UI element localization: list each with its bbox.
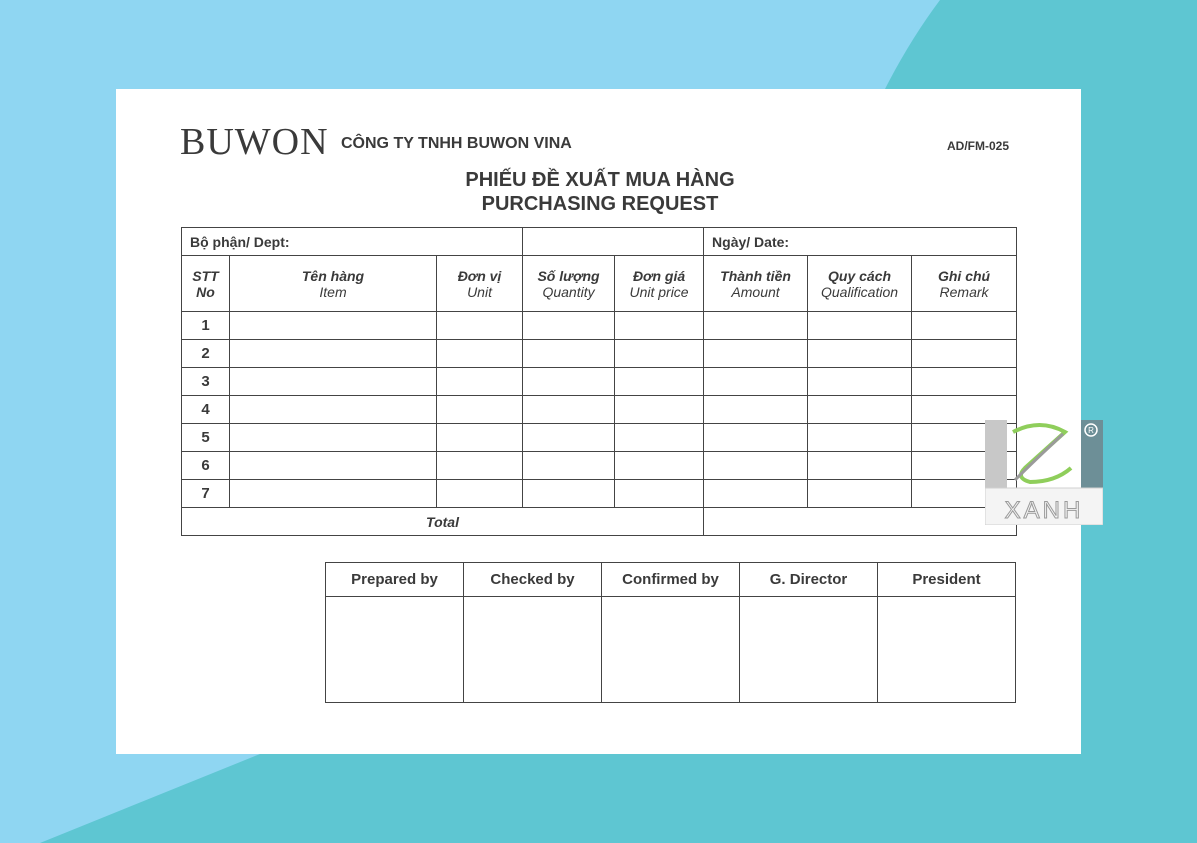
column-header-en: Unit price <box>629 283 689 300</box>
column-header <box>523 256 615 312</box>
column-header <box>704 256 808 312</box>
table-cell[interactable] <box>615 340 704 368</box>
table-cell[interactable] <box>437 424 523 452</box>
table-row <box>182 340 1017 368</box>
table-cell[interactable] <box>437 452 523 480</box>
signature-box[interactable] <box>740 597 878 703</box>
row-number: 6 <box>182 452 230 480</box>
table-cell[interactable] <box>615 396 704 424</box>
signature-table <box>325 562 1016 703</box>
table-cell[interactable] <box>523 424 615 452</box>
column-header-en: Qualification <box>821 283 899 300</box>
row-number: 7 <box>182 480 230 508</box>
watermark-registered-mark: R <box>1088 426 1094 435</box>
watermark-text: XANH <box>1004 497 1084 524</box>
table-cell[interactable] <box>912 368 1017 396</box>
column-header <box>615 256 704 312</box>
table-cell[interactable] <box>230 424 437 452</box>
table-cell[interactable] <box>615 312 704 340</box>
column-header-en: No <box>196 283 215 300</box>
table-row <box>182 396 1017 424</box>
form-title-vi: PHIẾU ĐỀ XUẤT MUA HÀNG <box>465 169 735 191</box>
table-cell[interactable] <box>704 424 808 452</box>
table-cell[interactable] <box>808 312 912 340</box>
column-header-vi: Thành tiền <box>720 267 791 284</box>
table-cell[interactable] <box>912 312 1017 340</box>
table-row <box>182 424 1017 452</box>
column-header-vi: Tên hàng <box>301 267 365 284</box>
table-cell[interactable] <box>808 396 912 424</box>
column-header-vi: Quy cách <box>828 267 892 284</box>
signature-label: Prepared by <box>326 563 464 597</box>
company-name: CÔNG TY TNHH BUWON VINA <box>341 135 572 152</box>
table-row <box>182 312 1017 340</box>
table-cell[interactable] <box>523 480 615 508</box>
dept-label: Bộ phận/ Dept: <box>190 233 290 250</box>
column-header-vi: Đơn giá <box>632 267 686 284</box>
table-cell[interactable] <box>230 368 437 396</box>
table-row <box>182 368 1017 396</box>
table-cell[interactable] <box>437 480 523 508</box>
column-header <box>808 256 912 312</box>
column-header-vi: Số lượng <box>537 267 600 284</box>
column-header <box>230 256 437 312</box>
table-cell[interactable] <box>808 480 912 508</box>
table-cell[interactable] <box>704 340 808 368</box>
table-cell[interactable] <box>808 424 912 452</box>
table-cell[interactable] <box>230 312 437 340</box>
table-cell[interactable] <box>437 340 523 368</box>
column-header-vi: STT <box>192 267 219 284</box>
signature-label: President <box>878 563 1016 597</box>
row-number: 5 <box>182 424 230 452</box>
table-cell[interactable] <box>230 480 437 508</box>
table-cell[interactable] <box>808 340 912 368</box>
table-cell[interactable] <box>912 340 1017 368</box>
date-label: Ngày/ Date: <box>712 233 790 250</box>
table-cell[interactable] <box>523 312 615 340</box>
row-number: 4 <box>182 396 230 424</box>
table-cell[interactable] <box>523 368 615 396</box>
table-cell[interactable] <box>523 340 615 368</box>
signature-box[interactable] <box>326 597 464 703</box>
table-cell[interactable] <box>704 452 808 480</box>
table-cell[interactable] <box>808 368 912 396</box>
form-title-en: PURCHASING REQUEST <box>481 193 719 215</box>
table-cell[interactable] <box>437 368 523 396</box>
table-cell[interactable] <box>523 452 615 480</box>
column-header-vi: Đơn vị <box>457 267 502 284</box>
table-cell[interactable] <box>704 396 808 424</box>
table-cell[interactable] <box>808 452 912 480</box>
total-label: Total <box>182 508 704 536</box>
table-cell[interactable] <box>230 340 437 368</box>
column-header-en: Unit <box>467 283 492 300</box>
table-cell[interactable] <box>615 424 704 452</box>
signature-box[interactable] <box>464 597 602 703</box>
column-header-en: Remark <box>939 283 989 300</box>
signature-label: G. Director <box>740 563 878 597</box>
header-blank-cell <box>523 228 704 256</box>
date-field[interactable] <box>704 228 1017 256</box>
request-table <box>181 227 1017 536</box>
column-header-en: Item <box>319 283 347 300</box>
table-cell[interactable] <box>615 480 704 508</box>
xanh-watermark-logo <box>985 420 1103 525</box>
table-cell[interactable] <box>615 368 704 396</box>
row-number: 1 <box>182 312 230 340</box>
table-row <box>182 452 1017 480</box>
table-cell[interactable] <box>437 396 523 424</box>
column-header-en: Quantity <box>542 283 595 300</box>
table-cell[interactable] <box>437 312 523 340</box>
column-header <box>912 256 1017 312</box>
row-number: 3 <box>182 368 230 396</box>
table-cell[interactable] <box>704 312 808 340</box>
table-cell[interactable] <box>704 480 808 508</box>
row-number: 2 <box>182 340 230 368</box>
column-header-en: Amount <box>731 283 780 300</box>
signature-label: Checked by <box>464 563 602 597</box>
table-cell[interactable] <box>230 396 437 424</box>
form-code: AD/FM-025 <box>947 139 1010 153</box>
table-row <box>182 480 1017 508</box>
signature-box[interactable] <box>602 597 740 703</box>
column-header <box>437 256 523 312</box>
table-cell[interactable] <box>523 396 615 424</box>
table-cell[interactable] <box>230 452 437 480</box>
dept-field[interactable] <box>182 228 523 256</box>
signature-label: Confirmed by <box>602 563 740 597</box>
table-cell[interactable] <box>704 368 808 396</box>
signature-box[interactable] <box>878 597 1016 703</box>
column-header-vi: Ghi chú <box>937 267 991 284</box>
table-cell[interactable] <box>615 452 704 480</box>
buwon-logo: BUWON <box>180 121 329 163</box>
column-header <box>182 256 230 312</box>
total-value-cell[interactable] <box>704 508 1017 536</box>
